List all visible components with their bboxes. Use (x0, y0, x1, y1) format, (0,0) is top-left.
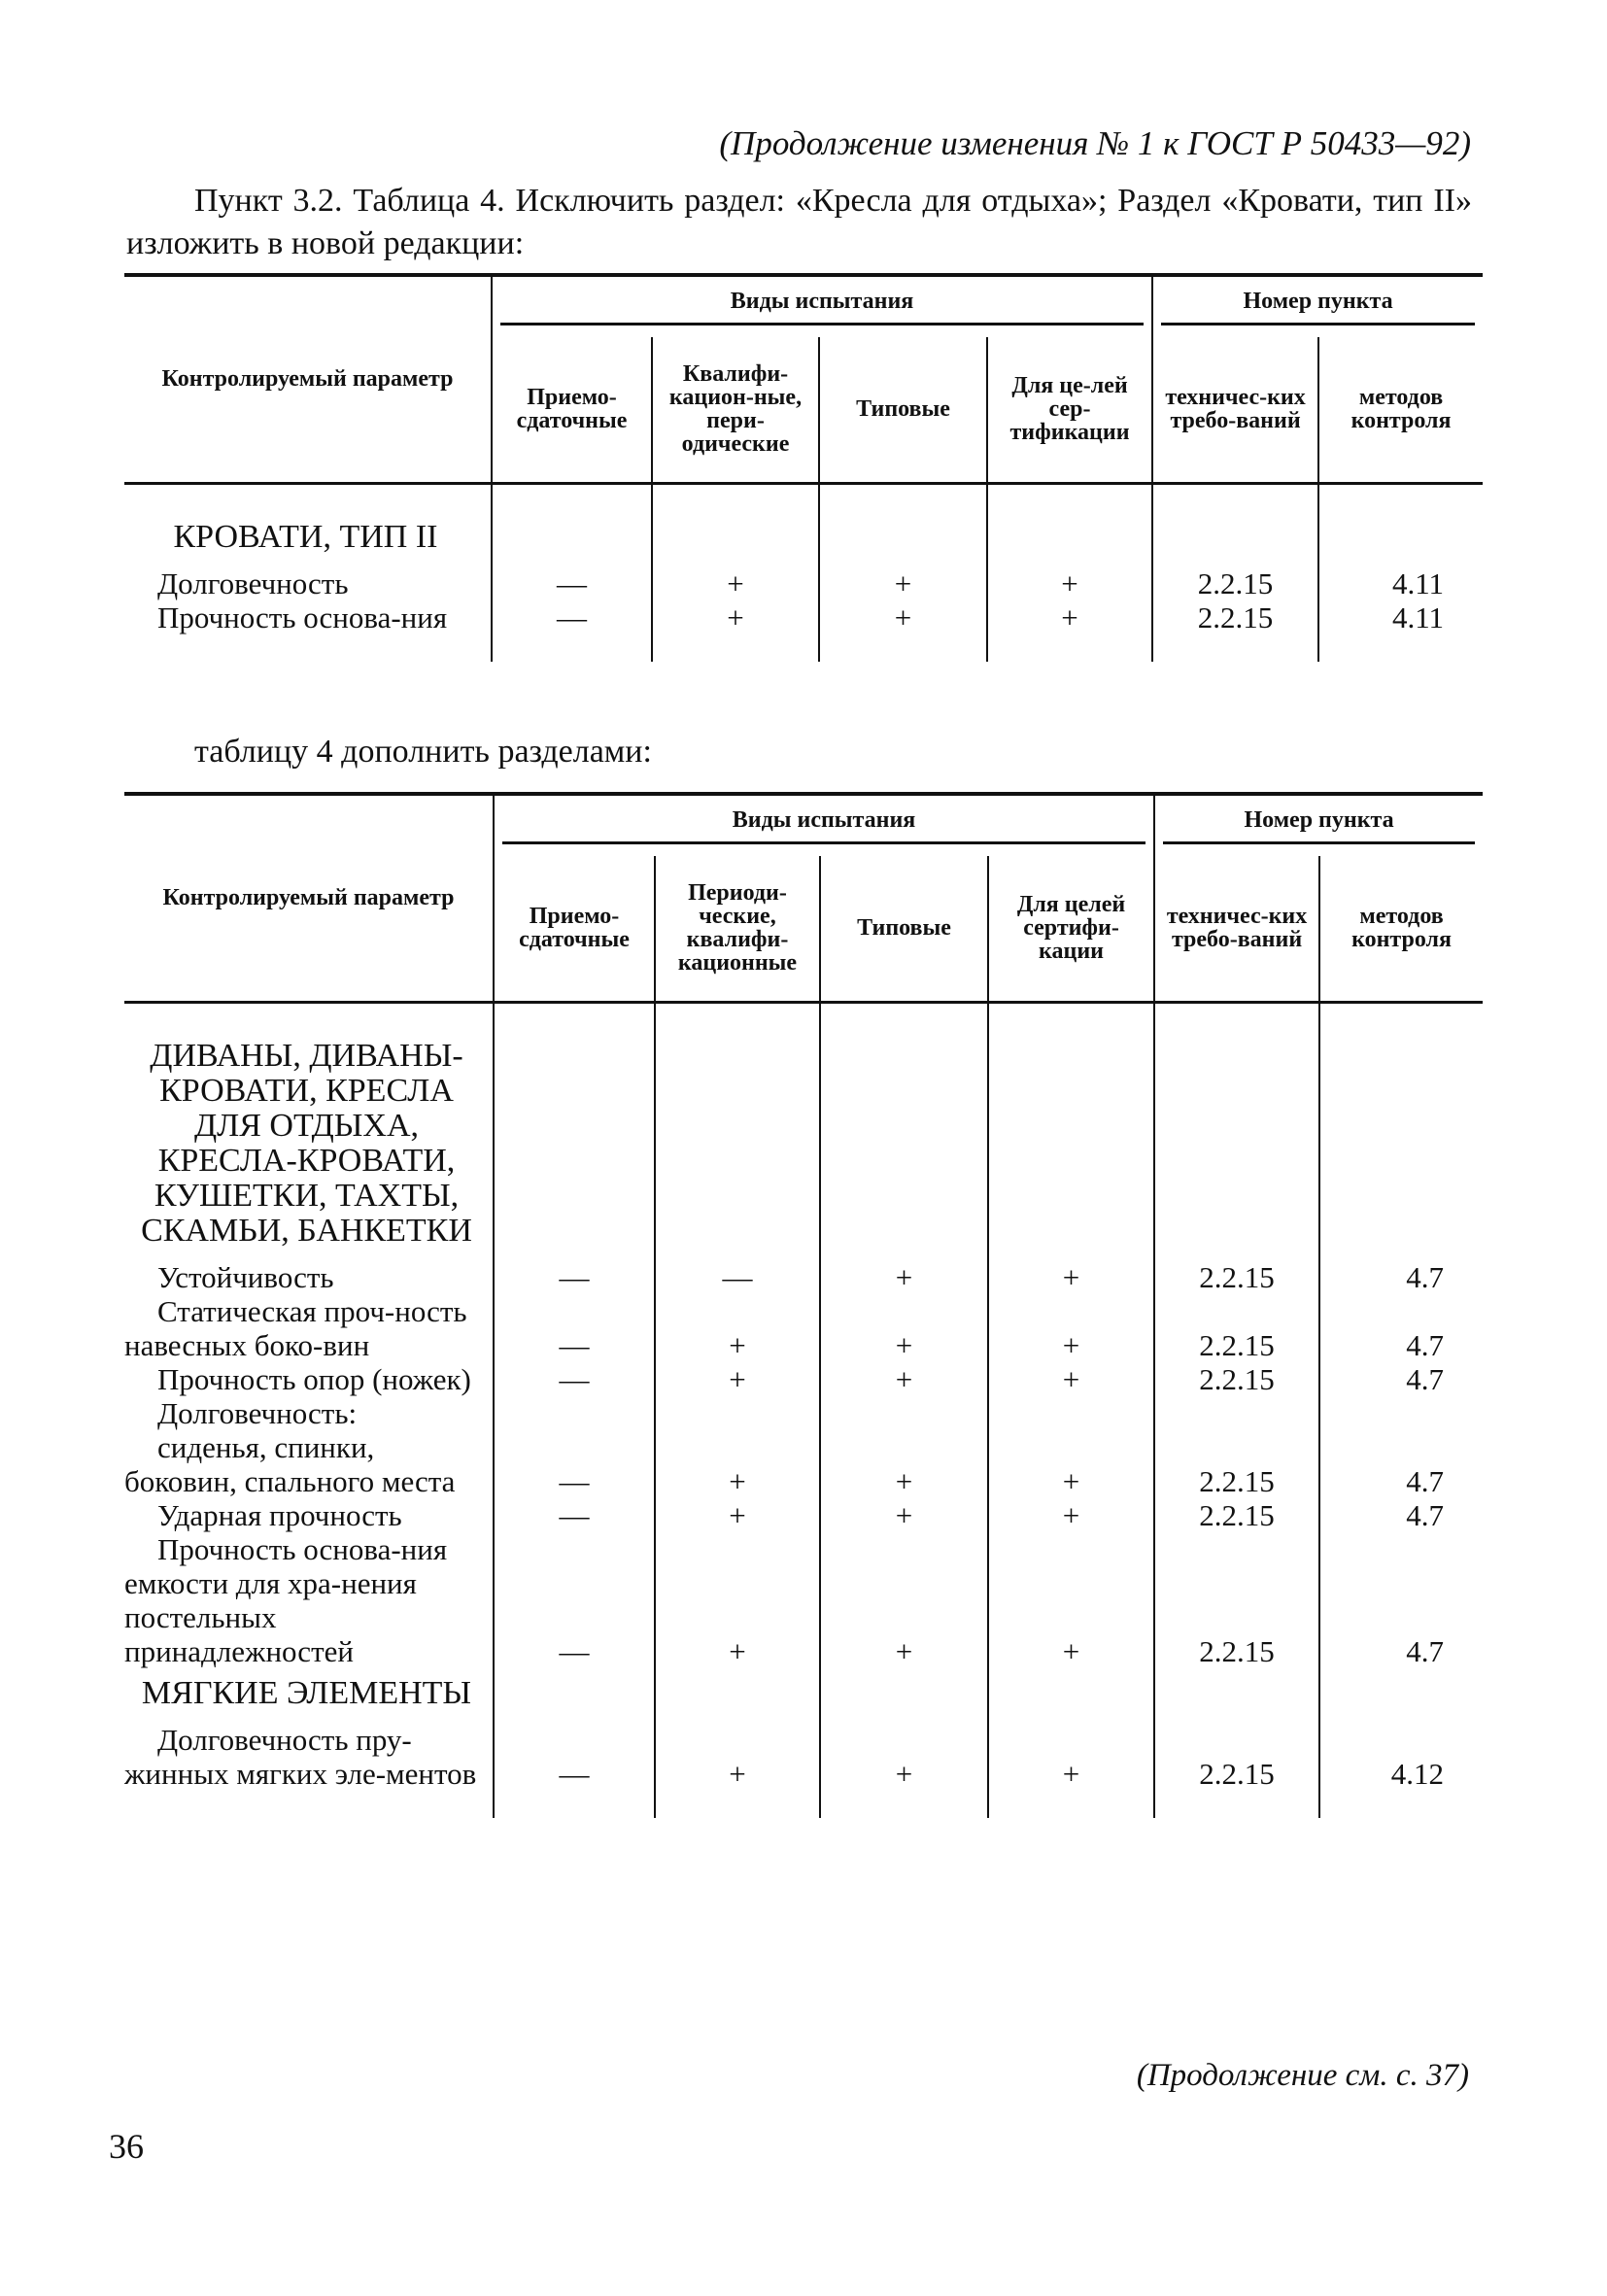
spacer-cell (988, 1791, 1154, 1818)
value-cell: 2.2.15 (1154, 1430, 1319, 1498)
spacer-cell (1154, 1791, 1319, 1818)
parameter-cell (124, 1532, 494, 1668)
header-row-group (124, 794, 1483, 856)
group-label: Номер пункта (1163, 808, 1475, 844)
amendment-paragraph (126, 180, 1472, 265)
paragraph-text: Пункт 3.2. Таблица 4. Исключить раздел: «Кресла для отдыха»; Раздел «Кровати, тип II» изложить в новой редакции: (126, 183, 1472, 261)
value-cell: 2.2.15 (1152, 600, 1318, 634)
value-cell: + (988, 1362, 1154, 1396)
spacer-cell (652, 483, 819, 512)
value-cell (1154, 1031, 1319, 1260)
value-cell (987, 512, 1152, 566)
header-group-clause (1152, 275, 1483, 337)
parameter-cell (124, 1031, 494, 1260)
value-cell: — (494, 1532, 655, 1668)
value-cell (655, 1668, 820, 1723)
spacer-cell (820, 1002, 988, 1031)
parameter-cell (124, 1430, 494, 1498)
spacer-cell (492, 634, 652, 662)
value-cell: 4.7 (1319, 1260, 1483, 1294)
value-cell (988, 1396, 1154, 1430)
column-header: Для це-лей сер-тификации (987, 337, 1152, 483)
value-cell (819, 512, 987, 566)
value-cell (494, 1031, 655, 1260)
value-cell: + (988, 1532, 1154, 1668)
value-cell: 4.7 (1319, 1362, 1483, 1396)
value-cell: 2.2.15 (1152, 566, 1318, 600)
value-cell (988, 1031, 1154, 1260)
value-cell: + (652, 566, 819, 600)
spacer-cell (655, 1002, 820, 1031)
value-cell: + (819, 566, 987, 600)
spacer-cell (655, 1791, 820, 1818)
header-group-clause (1154, 794, 1483, 856)
value-cell: + (988, 1723, 1154, 1791)
spacer-cell (124, 634, 492, 662)
section-row (124, 1031, 1483, 1260)
section-row (124, 1668, 1483, 1723)
value-cell: 2.2.15 (1154, 1532, 1319, 1668)
value-cell (820, 1668, 988, 1723)
value-cell (1152, 512, 1318, 566)
value-cell (652, 512, 819, 566)
page-number: 36 (109, 2127, 144, 2166)
value-cell: 2.2.15 (1154, 1260, 1319, 1294)
paragraph-text: таблицу 4 дополнить разделами: (194, 734, 652, 770)
value-cell: 4.11 (1318, 600, 1483, 634)
amendment-paragraph-2 (126, 731, 1472, 773)
parameter-label: МЯГКИЕ ЭЛЕМЕНТЫ (141, 1674, 472, 1711)
table-row (124, 600, 1483, 634)
value-cell (1319, 1668, 1483, 1723)
value-cell: + (655, 1498, 820, 1532)
value-cell: + (988, 1260, 1154, 1294)
column-header: Для целей сертифи-кации (988, 856, 1154, 1002)
value-cell: 4.7 (1319, 1294, 1483, 1362)
column-header: методов контроля (1319, 856, 1483, 1002)
value-cell: + (819, 600, 987, 634)
spacer-row (124, 483, 1483, 512)
spacer-cell (988, 1002, 1154, 1031)
spacer-cell (820, 1791, 988, 1818)
spacer-cell (987, 634, 1152, 662)
column-header: Приемо-сдаточные (494, 856, 655, 1002)
header-param: Контролируемый параметр (161, 366, 454, 393)
value-cell: + (820, 1430, 988, 1498)
spacer-cell (1318, 483, 1483, 512)
parameter-label: Долговечность: (157, 1395, 358, 1430)
parameter-label: Прочность основа-ния емкости для хра-нения постельных принадлежностей (124, 1531, 448, 1668)
value-cell (1319, 1396, 1483, 1430)
value-cell: + (988, 1498, 1154, 1532)
column-header: Приемо-сдаточные (492, 337, 652, 483)
parameter-cell (124, 1723, 494, 1791)
value-cell: 4.7 (1319, 1430, 1483, 1498)
table-row (124, 1260, 1483, 1294)
value-cell: — (494, 1430, 655, 1498)
column-header: Типовые (819, 337, 987, 483)
spacer-cell (819, 634, 987, 662)
value-cell: 4.7 (1319, 1498, 1483, 1532)
value-cell: + (820, 1498, 988, 1532)
parameter-label: Статическая проч-ность навесных боко-вин (124, 1293, 467, 1362)
parameter-label: ДИВАНЫ, ДИВАНЫ-КРОВАТИ, КРЕСЛА ДЛЯ ОТДЫХА, КРЕСЛА-КРОВАТИ, КУШЕТКИ, ТАХТЫ, СКАМЬИ, БАНКЕТКИ (141, 1037, 472, 1249)
spacer-row (124, 1791, 1483, 1818)
table-row (124, 1498, 1483, 1532)
group-label: Номер пункта (1161, 290, 1475, 326)
spacer-cell (124, 1791, 494, 1818)
group-label: Виды испытания (502, 808, 1145, 844)
spacer-cell (124, 1002, 494, 1031)
value-cell (655, 1396, 820, 1430)
value-cell: — (494, 1260, 655, 1294)
table-sofas-armchairs (124, 792, 1483, 1818)
value-cell: — (494, 1723, 655, 1791)
value-cell (492, 512, 652, 566)
value-cell: + (652, 600, 819, 634)
parameter-label: Прочность основа-ния (157, 600, 448, 634)
spacer-cell (1319, 1791, 1483, 1818)
value-cell (1319, 1031, 1483, 1260)
value-cell (1154, 1668, 1319, 1723)
column-header: Типовые (820, 856, 988, 1002)
column-header: Квалифи-кацион-ные, пери-одические (652, 337, 819, 483)
spacer-row (124, 1002, 1483, 1031)
table-header (124, 794, 1483, 1002)
value-cell: 2.2.15 (1154, 1294, 1319, 1362)
parameter-cell (124, 1294, 494, 1362)
value-cell: 2.2.15 (1154, 1362, 1319, 1396)
value-cell: — (494, 1498, 655, 1532)
value-cell (988, 1668, 1154, 1723)
value-cell (1318, 512, 1483, 566)
value-cell (494, 1396, 655, 1430)
parameter-label: Устойчивость (157, 1259, 334, 1294)
value-cell: + (820, 1362, 988, 1396)
spacer-cell (1152, 483, 1318, 512)
table-row (124, 1362, 1483, 1396)
parameter-label: Долговечность (157, 565, 349, 600)
spacer-cell (1152, 634, 1318, 662)
value-cell (820, 1396, 988, 1430)
value-cell: + (655, 1430, 820, 1498)
parameter-label: Ударная прочность (157, 1497, 402, 1532)
table-body (124, 483, 1483, 662)
value-cell (1154, 1396, 1319, 1430)
header-group-tests (494, 794, 1154, 856)
spacer-cell (494, 1791, 655, 1818)
table-row (124, 1396, 1483, 1430)
spacer-cell (819, 483, 987, 512)
parameter-cell (124, 1362, 494, 1396)
value-cell: + (820, 1260, 988, 1294)
value-cell: + (987, 600, 1152, 634)
parameter-label: Прочность опор (ножек) (157, 1361, 471, 1396)
value-cell: 4.11 (1318, 566, 1483, 600)
column-header: техничес-ких требо-ваний (1154, 856, 1319, 1002)
table-beds-type-2 (124, 273, 1483, 662)
table-row (124, 1430, 1483, 1498)
table-row (124, 566, 1483, 600)
spacer-cell (652, 634, 819, 662)
column-header: Периоди-ческие, квалифи-кационные (655, 856, 820, 1002)
value-cell: — (492, 600, 652, 634)
parameter-cell (124, 600, 492, 634)
spacer-cell (987, 483, 1152, 512)
spacer-cell (1319, 1002, 1483, 1031)
parameter-cell (124, 1260, 494, 1294)
parameter-cell (124, 1668, 494, 1723)
value-cell (655, 1031, 820, 1260)
value-cell: 2.2.15 (1154, 1723, 1319, 1791)
parameter-label: Долговечность пру-жинных мягких эле-ментов (124, 1722, 477, 1791)
value-cell: + (987, 566, 1152, 600)
running-header: (Продолжение изменения № 1 к ГОСТ Р 50433—92) (719, 124, 1471, 162)
parameter-label: сиденья, спинки, боковин, спального места (124, 1429, 456, 1498)
table-body (124, 1002, 1483, 1818)
spacer-cell (124, 483, 492, 512)
spacer-row (124, 634, 1483, 662)
value-cell: + (820, 1532, 988, 1668)
table-row (124, 1294, 1483, 1362)
value-cell (820, 1031, 988, 1260)
value-cell: + (655, 1294, 820, 1362)
column-header: методов контроля (1318, 337, 1483, 483)
value-cell (494, 1668, 655, 1723)
value-cell: — (494, 1294, 655, 1362)
table-row (124, 1723, 1483, 1791)
spacer-cell (1154, 1002, 1319, 1031)
column-header: техничес-ких требо-ваний (1152, 337, 1318, 483)
value-cell: + (820, 1294, 988, 1362)
spacer-cell (494, 1002, 655, 1031)
value-cell: + (820, 1723, 988, 1791)
continuation-note: (Продолжение см. с. 37) (1136, 2058, 1469, 2093)
header-group-tests (492, 275, 1152, 337)
spacer-cell (1318, 634, 1483, 662)
value-cell: 4.12 (1319, 1723, 1483, 1791)
value-cell: 2.2.15 (1154, 1498, 1319, 1532)
value-cell: — (494, 1362, 655, 1396)
section-row (124, 512, 1483, 566)
value-cell: + (988, 1430, 1154, 1498)
value-cell: + (655, 1532, 820, 1668)
group-label: Виды испытания (500, 290, 1144, 326)
table-header (124, 275, 1483, 483)
value-cell: + (655, 1362, 820, 1396)
header-row-group (124, 275, 1483, 337)
table-row (124, 1532, 1483, 1668)
spacer-cell (492, 483, 652, 512)
value-cell: + (655, 1723, 820, 1791)
parameter-cell (124, 512, 492, 566)
value-cell: + (988, 1294, 1154, 1362)
parameter-label: КРОВАТИ, ТИП II (173, 518, 438, 555)
parameter-cell (124, 566, 492, 600)
value-cell: 4.7 (1319, 1532, 1483, 1668)
header-param: Контролируемый параметр (162, 885, 455, 911)
parameter-cell (124, 1498, 494, 1532)
value-cell: — (492, 566, 652, 600)
parameter-cell (124, 1396, 494, 1430)
value-cell: — (655, 1260, 820, 1294)
